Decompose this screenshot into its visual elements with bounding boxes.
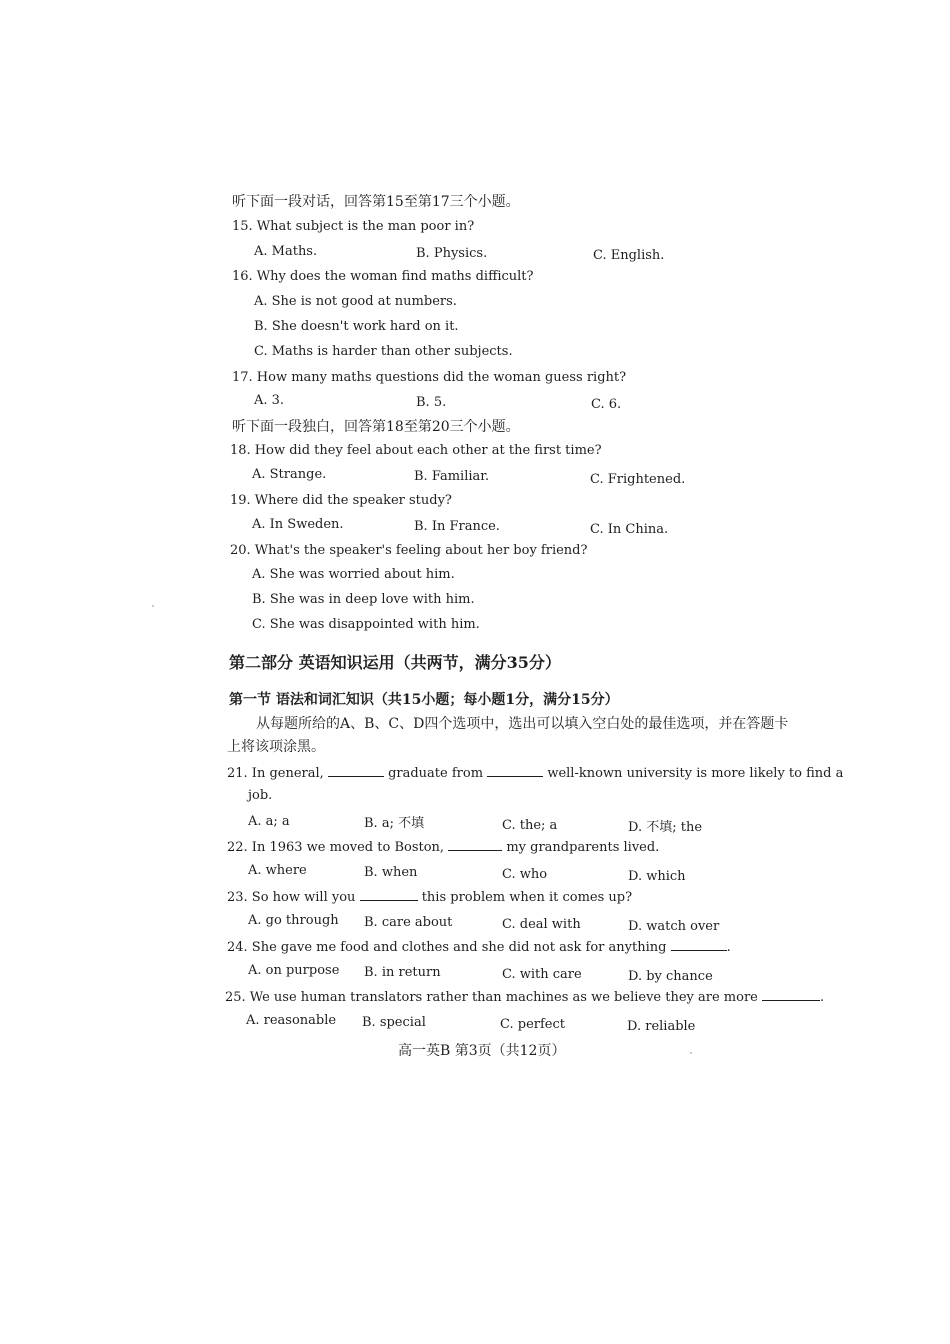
question-15-option-c: C. English. (593, 248, 665, 263)
question-23-option-b: B. care about (364, 915, 453, 930)
question-21-stem-part-2: graduate from (388, 766, 484, 781)
question-24-stem-part-1: 24. She gave me food and clothes and she did not ask for anything (227, 940, 667, 955)
question-25-option-a: A. reasonable (246, 1013, 337, 1028)
question-17-option-c: C. 6. (591, 397, 622, 412)
question-18-option-b: B. Familiar. (414, 469, 490, 484)
question-22-stem (227, 838, 659, 857)
question-16-option-b: B. She doesn't work hard on it. (254, 319, 459, 334)
question-18-stem: 18. How did they feel about each other at the first time? (230, 443, 602, 458)
question-23-stem-part-1: 23. So how will you (227, 890, 356, 905)
answer-blank (487, 764, 543, 777)
question-21-option-c: C. the; a (502, 818, 558, 833)
question-24-option-b: B. in return (364, 965, 441, 980)
question-23-option-a: A. go through (248, 913, 339, 928)
question-21-stem-part-1: 21. In general, (227, 766, 324, 781)
answer-blank (360, 888, 418, 901)
question-24-option-a: A. on purpose (248, 963, 340, 978)
question-24-stem-part-2: . (726, 940, 731, 955)
question-24-stem (227, 938, 731, 957)
question-19-option-a: A. In Sweden. (252, 517, 344, 532)
question-15-stem: 15. What subject is the man poor in? (232, 219, 475, 234)
question-16-option-c: C. Maths is harder than other subjects. (254, 344, 513, 359)
question-21-option-b: B. a; 不填 (364, 816, 425, 831)
question-21-stem-continued: job. (248, 788, 273, 803)
answer-blank (671, 938, 727, 951)
question-25-option-d: D. reliable (627, 1019, 696, 1034)
listening-intro-15-17: 听下面一段对话，回答第15至第17三个小题。 (232, 194, 520, 210)
page-footer: 高一英B 第3页（共12页） (398, 1043, 566, 1059)
question-25-option-b: B. special (362, 1015, 426, 1030)
question-21-option-d: D. 不填; the (628, 820, 703, 835)
question-22-option-a: A. where (248, 863, 307, 878)
instruction-line-2: 上将该项涂黑。 (227, 739, 325, 755)
section1-title: 第一节 语法和词汇知识（共15小题；每小题1分，满分15分） (229, 692, 619, 708)
question-22-option-b: B. when (364, 865, 418, 880)
question-25-option-c: C. perfect (500, 1017, 565, 1032)
question-17-option-a: A. 3. (254, 393, 285, 408)
question-17-stem: 17. How many maths questions did the woman guess right? (232, 370, 627, 385)
question-19-stem: 19. Where did the speaker study? (230, 493, 452, 508)
scan-speck (690, 1052, 692, 1054)
question-23-option-d: D. watch over (628, 919, 720, 934)
question-25-stem (225, 988, 824, 1007)
question-25-stem-part-2: . (820, 990, 825, 1005)
question-24-option-c: C. with care (502, 967, 582, 982)
answer-blank (762, 988, 820, 1001)
question-22-option-c: C. who (502, 867, 548, 882)
question-23-option-c: C. deal with (502, 917, 581, 932)
question-19-option-b: B. In France. (414, 519, 500, 534)
question-20-option-c: C. She was disappointed with him. (252, 617, 480, 632)
question-22-option-d: D. which (628, 869, 686, 884)
question-20-option-b: B. She was in deep love with him. (252, 592, 475, 607)
question-20-option-a: A. She was worried about him. (252, 567, 455, 582)
question-22-stem-part-1: 22. In 1963 we moved to Boston, (227, 840, 445, 855)
scan-speck (152, 605, 154, 607)
question-18-option-c: C. Frightened. (590, 472, 686, 487)
question-17-option-b: B. 5. (416, 395, 447, 410)
question-16-stem: 16. Why does the woman find maths difficult? (232, 269, 534, 284)
question-24-option-d: D. by chance (628, 969, 713, 984)
question-23-stem-part-2: this problem when it comes up? (421, 890, 633, 905)
answer-blank (448, 838, 502, 851)
question-21-stem (227, 764, 843, 783)
listening-intro-18-20: 听下面一段独白，回答第18至第20三个小题。 (232, 419, 520, 435)
question-15-option-a: A. Maths. (254, 244, 318, 259)
instruction-line-1: 从每题所给的A、B、C、D四个选项中，选出可以填入空白处的最佳选项，并在答题卡 (256, 716, 789, 732)
question-19-option-c: C. In China. (590, 522, 669, 537)
question-25-stem-part-1: 25. We use human translators rather than machines as we believe they are more (225, 990, 758, 1005)
question-15-option-b: B. Physics. (416, 246, 488, 261)
question-16-option-a: A. She is not good at numbers. (254, 294, 457, 309)
question-20-stem: 20. What's the speaker's feeling about her boy friend? (230, 543, 588, 558)
answer-blank (328, 764, 384, 777)
question-18-option-a: A. Strange. (252, 467, 327, 482)
question-21-stem-part-3: well-known university is more likely to find a (547, 766, 844, 781)
question-21-option-a: A. a; a (248, 814, 290, 829)
question-23-stem (227, 888, 632, 907)
part2-title: 第二部分 英语知识运用（共两节，满分35分） (229, 653, 561, 672)
question-22-stem-part-2: my grandparents lived. (506, 840, 660, 855)
